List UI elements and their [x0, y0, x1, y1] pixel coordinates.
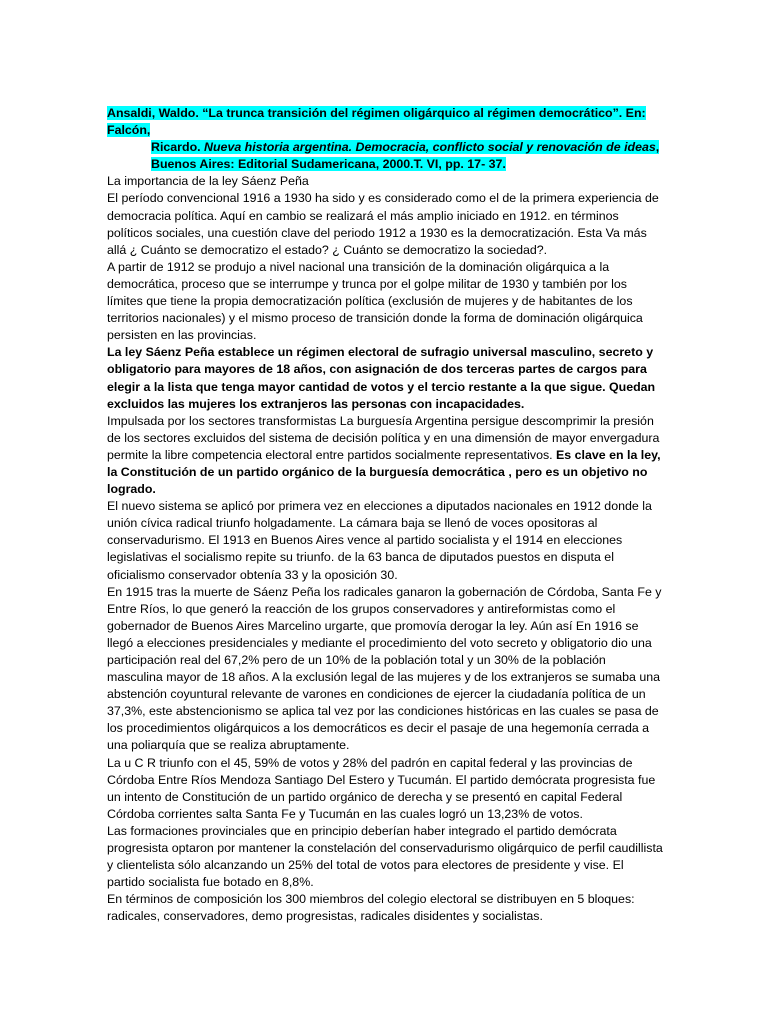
paragraph: El nuevo sistema se aplicó por primera vez en elecciones a diputados nacionales en 1912 donde la unión cívica radical triunfo holgadamente. La cámara baja se llenó de voces opositoras al conservadurismo. El 1913 en Buenos Aires vence al partido socialista y el 1914 en elecciones legislativas el socialismo repite su triunfo. de la 63 banca de diputados puestos en disputa el oficialismo conservador obtenía 33 y la oposición 30. [107, 499, 652, 582]
bibliographic-citation [107, 105, 663, 173]
document-page [107, 105, 663, 926]
mixed-paragraph-normal: Impulsada por los sectores transformistas La burguesía Argentina persigue descomprimir la presión de los sectores excluidos del sistema de decisión política y en una dimensión de mayor envergadura permite la libre competencia electoral entre partidos socialmente representativos. [107, 413, 660, 462]
paragraph: A partir de 1912 se produjo a nivel nacional una transición de la dominación oligárquica a la democrática, proceso que se interrumpe y trunca por el golpe militar de 1930 y también por los límites que tiene la propia democratización política (exclusión de mujeres y de habitantes de los territorios nacionales) y el mismo proceso de transición donde la forma de dominación oligárquica persisten en las provincias. [107, 259, 643, 343]
mixed-paragraph [107, 413, 663, 498]
bold-paragraph: La ley Sáenz Peña establece un régimen electoral de sufragio universal masculino, secreto y obligatorio para mayores de 18 años, con asignación de dos terceras partes de cargos para elegir a la lista que tenga mayor cantidad de votos y el tercio restante a la que sigue. Quedan excluidos las mujeres los extranjeros las personas con incapacidades. [107, 345, 656, 411]
paragraph: La u C R triunfo con el 45, 59% de votos y 28% del padrón en capital federal y las provincias de Córdoba Entre Ríos Mendoza Santiago Del Estero y Tucumán. El partido demócrata progresista fue un intento de Constitución de un partido orgánico de derecha y se presentó en capital Federal Córdoba corrientes salta Santa Fe y Tucumán en las cuales logró un 13,23% de votos. [107, 755, 656, 821]
paragraph: En 1915 tras la muerte de Sáenz Peña los radicales ganaron la gobernación de Córdoba, Santa Fe y Entre Ríos, lo que generó la reacción de los grupos conservadores y antireformistas como el gobernador de Buenos Aires Marcelino urgarte, que promovía derogar la ley. Aún así En 1916 se llegó a elecciones presidenciales y mediante el procedimiento del voto secreto y obligatorio dio una participación real del 67,2% pero de un 10% de la población total y un 30% de la población masculina mayor de 18 años. A la exclusión legal de las mujeres y de los extranjeros se sumaba una abstención coyuntural relevante de varones en condiciones de ejercer la ciudadanía política de un 37,3%, este abstencionismo se aplica tal vez por las condiciones históricas en las cuales se pasa de los procedimientos oligárquicos a los democráticos es decir el pasaje de una hegemonía cerrada a una poliarquía que se realiza abruptamente. [107, 584, 662, 753]
citation-continuation [107, 139, 663, 173]
section-heading: La importancia de la ley Sáenz Peña [107, 174, 309, 189]
paragraph: El período convencional 1916 a 1930 ha sido y es considerado como el de la primera experiencia de democracia política. Aquí en cambio se realizará el más amplio iniciado en 1912. en términos políticos sociales, una cuestión clave del periodo 1912 a 1930 es la democratización. Esta Va más allá ¿ Cuánto se democratizo el estado? ¿ Cuánto se democratizo la sociedad?. [107, 191, 659, 257]
citation-book-title: Nueva historia argentina. Democracia, conflicto social y renovación de ideas [204, 140, 656, 155]
citation-publisher: , Buenos Aires: Editorial Sudamericana, 2000.T. VI, pp. 17- 37. [151, 140, 660, 172]
citation-line-1: Ansaldi, Waldo. “La trunca transición del régimen oligárquico al régimen democrático”. En: Falcón, [107, 106, 646, 138]
paragraph: Las formaciones provinciales que en principio deberían haber integrado el partido demócrata progresista optaron por mantener la constelación del conservadurismo oligárquico de perfil caudillista y clientelista sólo alcanzando un 25% del total de votos para electores de presidente y vise. El partido socialista fue botado en 8,8%. [107, 823, 663, 890]
citation-author-2: Ricardo. [151, 140, 205, 155]
paragraph: En términos de composición los 300 miembros del colegio electoral se distribuyen en 5 bloques: radicales, conservadores, demo progresistas, radicales disidentes y socialistas. [107, 892, 635, 924]
mixed-paragraph-bold: Es clave en la ley, la Constitución de un partido orgánico de la burguesía democrática , pero es un objetivo no logrado. [107, 447, 661, 497]
